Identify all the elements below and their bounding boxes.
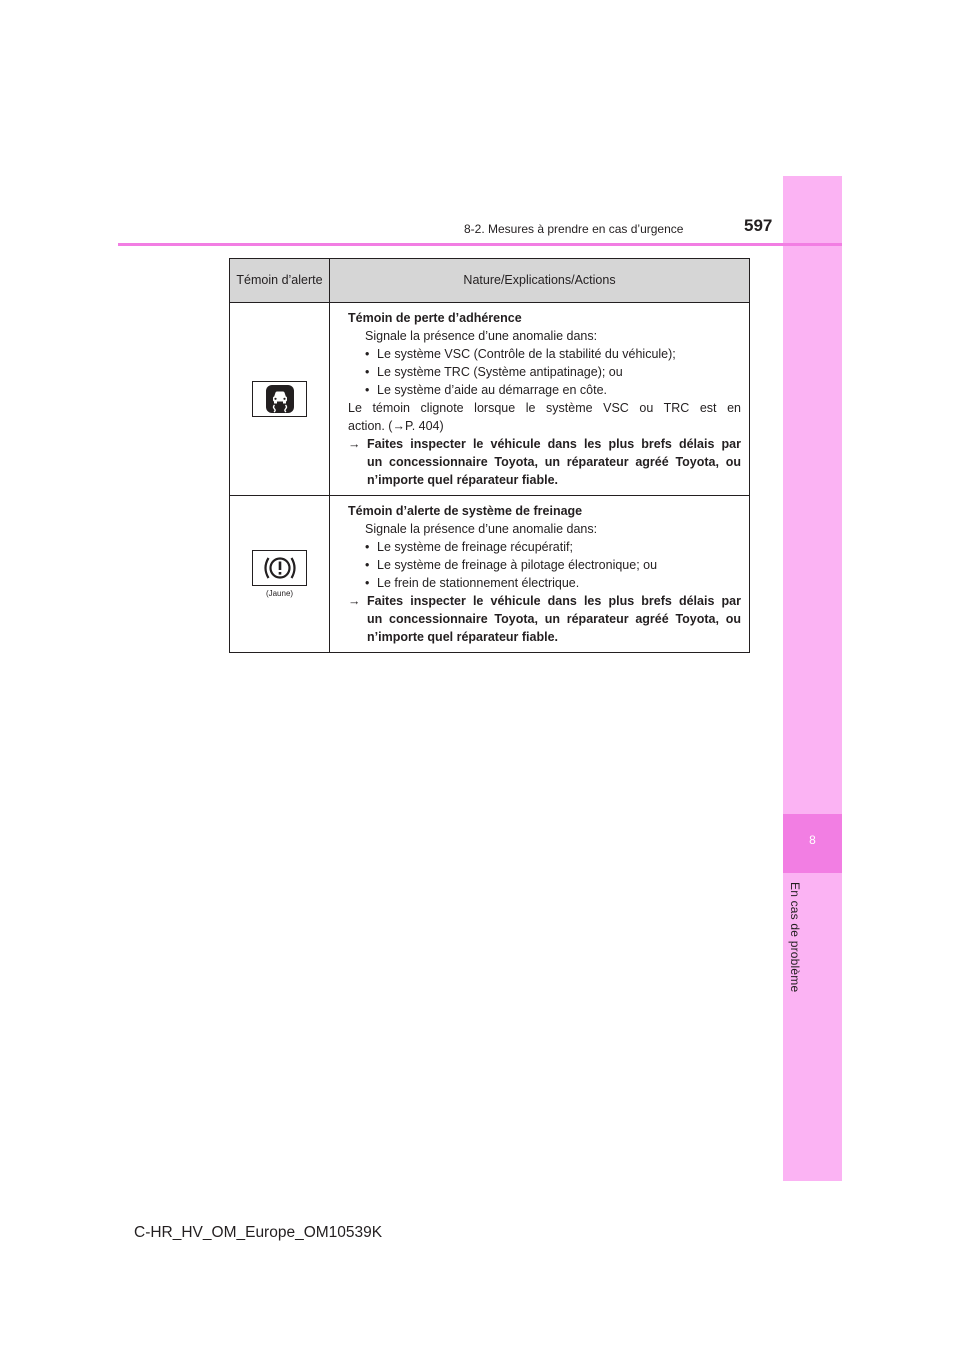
entry-action — [348, 435, 741, 489]
list-item: • Le système VSC (Contrôle de la stabilité du véhicule); — [348, 345, 741, 363]
icon-caption: (Jaune) — [265, 589, 294, 598]
action-text-line: n’importe quel réparateur fiable. — [367, 473, 559, 487]
list-item: • Le frein de stationnement électrique. — [348, 574, 741, 592]
column-header-explanation: Nature/Explications/Actions — [330, 259, 750, 303]
entry-note-reference — [348, 417, 741, 435]
table-header-row — [230, 259, 750, 303]
action-text-line: un concessionnaire Toyota, un réparateur agréé Toyota, ou — [367, 455, 741, 469]
action-text-line: un concessionnaire Toyota, un réparateur agréé Toyota, ou — [367, 612, 741, 626]
section-title: 8-2. Mesures à prendre en cas d’urgence — [464, 222, 684, 236]
warning-description-cell — [330, 303, 750, 496]
page-reference-link[interactable]: P. 404) — [404, 419, 444, 433]
brake-system-warning-icon — [252, 550, 307, 586]
warning-icon-cell — [230, 496, 330, 653]
action-text-line: n’importe quel réparateur fiable. — [367, 630, 559, 644]
list-item: • Le système d’aide au démarrage en côte. — [348, 381, 741, 399]
warning-description-cell — [330, 496, 750, 653]
page-number: 597 — [744, 216, 773, 235]
skid-car-icon — [252, 381, 307, 417]
entry-title: Témoin d’alerte de système de freinage — [348, 504, 583, 518]
warning-icon-cell — [230, 303, 330, 496]
list-item: • Le système de freinage à pilotage électronique; ou — [348, 556, 741, 574]
entry-title: Témoin de perte d’adhérence — [348, 311, 522, 325]
table-row — [230, 496, 750, 653]
header-rule — [118, 243, 842, 246]
reference-arrow-icon: → — [392, 419, 405, 433]
action-text-line: Faites inspecter le véhicule dans les plus brefs délais par — [367, 437, 741, 451]
list-item: • Le système de freinage récupératif; — [348, 538, 741, 556]
entry-note: Le témoin clignote lorsque le système VSC ou TRC est en — [348, 401, 741, 415]
column-header-warning-light: Témoin d’alerte — [230, 259, 330, 303]
note-prefix: action. ( — [348, 419, 393, 433]
entry-action — [348, 592, 741, 646]
chapter-title: En cas de problème — [788, 882, 802, 993]
entry-intro: Signale la présence d’une anomalie dans: — [365, 522, 598, 536]
action-text-line: Faites inspecter le véhicule dans les plus brefs délais par — [367, 594, 741, 608]
action-arrow-icon: → — [348, 437, 361, 451]
chapter-number: 8 — [809, 833, 816, 847]
entry-intro: Signale la présence d’une anomalie dans: — [365, 329, 598, 343]
chapter-side-tab — [783, 176, 842, 1181]
list-item: • Le système TRC (Système antipatinage); ou — [348, 363, 741, 381]
document-id: C-HR_HV_OM_Europe_OM10539K — [134, 1224, 383, 1241]
warning-light-table — [229, 258, 750, 653]
action-arrow-icon: → — [348, 594, 361, 608]
table-row — [230, 303, 750, 496]
